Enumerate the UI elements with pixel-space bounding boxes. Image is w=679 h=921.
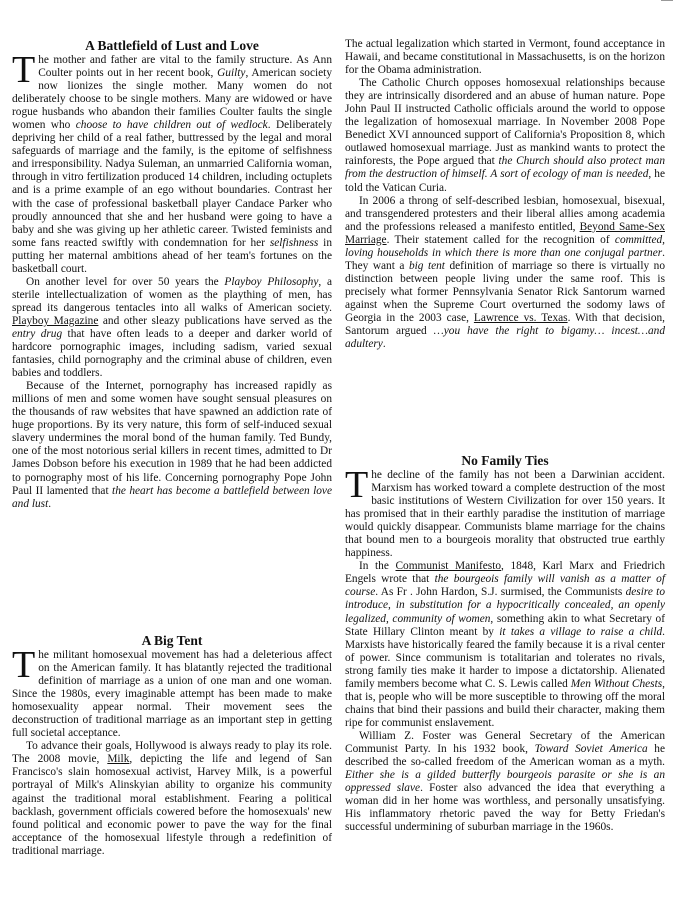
emphasis: choose to have children out of wedlock [75,119,268,132]
paragraph [345,464,665,560]
drop-cap: T [345,464,369,506]
article-body [12,644,332,858]
text-run: . Their statement called for the recognition of [386,233,615,246]
text-run: , he told the Vatican Curia. [345,168,665,194]
text-run: . [382,338,386,351]
drop-cap: T [12,644,36,686]
paragraph [345,195,665,352]
article-body [345,38,665,351]
underlined-title: Communist Manifesto [395,560,502,573]
text-run: . [48,497,52,510]
underlined-title: Playboy Magazine [12,314,99,327]
text-run: . As Fr . John Hardon, S.J. surmised, the Communists [375,586,626,599]
quote: the heart has become a battlefield between love and lust [12,484,333,510]
text-run: , a sterile intellectualization of women as the plaything of men, has spread its dangerous tentacles into all walks of American society. [12,275,332,314]
drop-cap: T [12,49,36,91]
book-title: Guilty [217,67,246,80]
article-title: A Battlefield of Lust and Love [85,38,259,53]
book-title: Toward Soviet America [534,742,648,755]
text-run: he described the so-called freedom of the American woman as a myth. [345,742,665,769]
quote: the Church should also protect man from the destruction of himself. A sort of ecology of man is needed [345,155,666,181]
paragraph [12,380,332,510]
paragraph [345,560,665,730]
text-run: The actual legalization which started in Vermont, found acceptance in Hawaii, and became constitutional in Massachusetts, is on the horizon for the Obama administration. [345,38,665,77]
text-run: . They want a [345,246,665,272]
emphasis: entry drug [12,327,63,340]
article-title: No Family Ties [461,453,549,468]
text-run: , depicting the life and legend of San Francisco's slain homosexual activist, Harvey Milk, is a powerful portrayal of Milk's Alinskyian ability to organize his community against the traditional moral establishment. Fearing a political backlash, government officials cowered before the homosexuals' new found political and economic power to pave the way for the final acceptance of the homosexual lifestyle through a redefinition of traditional marriage. [12,753,332,857]
article-big-tent [12,633,332,858]
text-run: and other sleazy publications have served as the [98,314,332,327]
text-run: he decline of the family has not been a Darwinian accident. Marxism has worked toward a complete destruction of the most basic institutions of Western Civilization for over 150 years. It has promised that in their earthly paradise the institution of marriage would quickly disappear. Communists blame marriage for the chains that bound men to a bourgeois morality that obstructed true earthly happiness. [345,469,665,560]
emphasis: big tent [408,259,445,272]
paragraph [345,77,665,194]
text-run: Because of the Internet, pornography has increased rapidly as millions of men and some women have sought sensual pleasures on the thousands of raw websites that have spawned an addiction rate of huge proportions. By its very nature, this form of self-induced sexual slavery undermines the moral bond of the human family. Ted Bundy, one of the most notorious serial killers in recent times, admitted to Dr James Dobson before his execution in 1989 that he had been addicted to pornography most of his life. Concerning pornography Pope John Paul II lamented that [12,380,332,497]
article-battlefield [12,38,332,511]
text-run: he mother and father are vital to the family structure. As Ann Coulter points out in her recent book, [38,54,332,80]
quote: the bourgeois family will vanish as a matter of course [345,573,665,599]
paragraph [12,644,332,740]
text-run: The Catholic Church opposes homosexual relationships because they are intrinsically disordered and an abuse of human nature. Pope John Paul II instructed Catholic officials around the world to oppose the legalization of homosexual marriage. In November 2008 Pope Benedict XVI announced support of California's Proposition 8, which outlawed homosexual marriage. Just as mankind wants to protect the rainforests, the Pope argued that [345,77,665,168]
text-run: . Foster also advanced the idea that everything a woman did in her home was worthless, and personally unsatisfying. His inflammatory rhetoric paved the way for Betty Friedan's successful undermining of suburban marriage in the 1960s. [345,782,665,834]
text-run: that have often leads to a deeper and darker world of hardcore pornographic images, including sadism, varied sexual fantasies, child pornography and the criminal abuse of children, even babies and toddlers. [12,327,332,380]
underlined-title: Beyond Same-Sex Marriage [345,220,665,246]
corner-mark [661,0,673,1]
book-title: Men Without Chests [570,677,663,690]
paragraph [12,49,333,276]
article-big-tent-continued [345,38,665,351]
underlined-title: Milk [107,753,130,766]
article-body [345,464,666,834]
text-run: To advance their goals, Hollywood is always ready to play its role. The 2008 movie, [12,740,332,766]
text-run: , American society now lionizes the single mother. Many women do not deliberately choose to be single mothers. Many are widowed or have rogue husbands who abandon their families Coulter faults the single women who [12,67,332,132]
quote: Either she is a gilded butterfly bourgeois parasite or she is an oppressed slave [345,769,665,795]
text-run: . Marxists have historically feared the family because it is a rival center of power. Since communism is totalitarian and tolerates no rivals, strong family ties make it harder to impose a dictatorship. Alienated family members become what C. S. Lewis called [345,625,666,690]
article-no-family-ties [345,453,665,834]
emphasis: Playboy Philosophy [224,275,319,288]
quote: committed, loving households in which there is more than one conjugal partner [345,233,665,259]
quote: desire to introduce, in substitution for a hypocritically concealed, an openly legalized, community of women [345,586,665,625]
paragraph [12,276,332,380]
quote: it takes a village to raise a child [499,625,663,638]
text-run: William Z. Foster was General Secretary of the American Communist Party. In his 1932 book, [345,729,665,755]
paragraph [345,38,665,77]
text-run: in putting her maternal ambitions ahead of her team's fortunes on the basketball court. [12,236,332,275]
text-run: , something akin to what Secretary of State Hillary Clinton meant by [345,612,665,638]
text-run: In 2006 a throng of self-described lesbian, homosexual, bisexual, and transgendered protesters and their liberal allies among academia and the professions released a manifesto entitled, [345,194,665,233]
article-body [12,49,333,511]
text-run: , that is, people who will be more susceptible to throwing off the moral chains that bind their passions and build their character, making them ripe for communist enslavement. [345,677,665,729]
text-run: . Deliberately depriving her child of a real father, buttressed by the legal and moral safeguards of marriage and the family, is the epitome of selfishness and irresponsibility. Nadya Suleman, an unmarried California woman, through in vitro fertilization produced 14 children, including octuplets and is a prime example of an ego without boundaries. Contrast her with the case of professional basketball player Candace Parker who proudly announced that she and her husband were going to have a baby and she was giving up her athletic career. Twisted feminists and some fans reacted swiftly with condemnation for her [12,119,333,249]
emphasis: selfishness [269,236,319,249]
text-run: he militant homosexual movement has had a deleterious affect on the American family. It has blatantly rejected the traditional definition of marriage as a union of one man and one woman. Since the 1980s, every imaginable attempt has been made to make homosexuality appear normal. Their movement sees the deconstruction of traditional marriage as an important step in getting full societal acceptance. [12,649,332,740]
text-run: , 1848, Karl Marx and Friedrich Engels wrote that [345,560,665,586]
text-run: In the [359,560,396,573]
text-run: . With that decision, Santorum argued [345,311,665,338]
text-run: definition of marriage so there is virtually no distinction between people living under the same roof. This is precisely what former Pennsylvania Senator Rick Santorum warned against when the Supreme Court overturned the sodomy laws of Georgia in the 2003 case, [345,259,666,324]
paragraph [12,740,332,857]
quote: …you have the right to bigamy… incest…and adultery [345,325,665,351]
underlined-case: Lawrence vs. Texas [473,311,568,324]
text-run: On another level for over 50 years the [26,275,225,288]
paragraph [345,730,665,834]
article-title: A Big Tent [141,633,203,648]
